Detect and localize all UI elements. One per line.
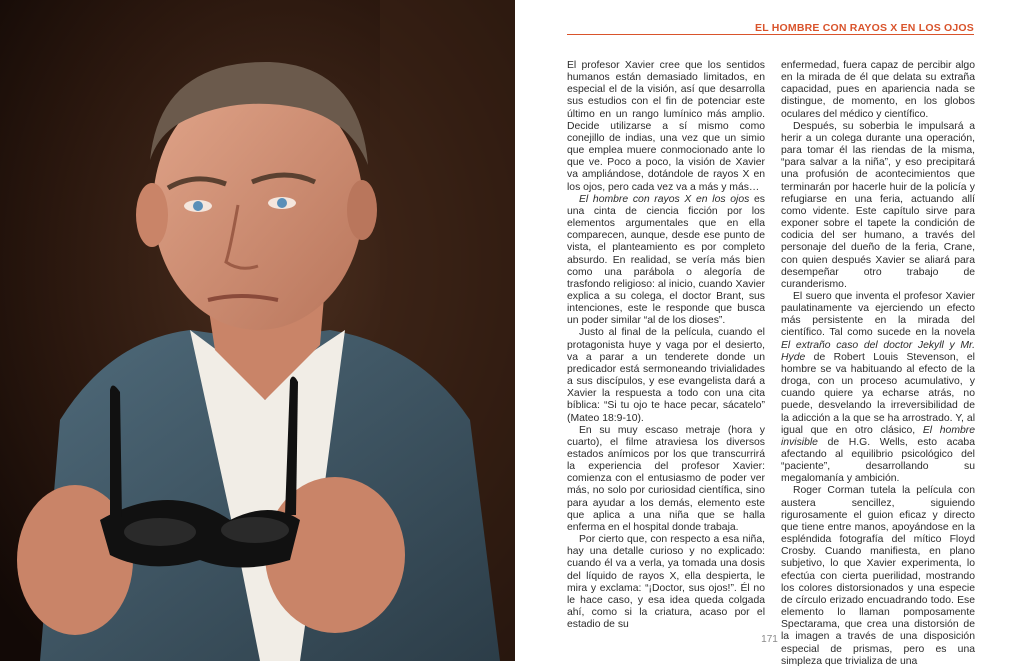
text-run: de H.G. Wells, esto acaba afectando al equilibrio psicológico del “paciente”, desarrollando su megalomanía y ambición. [781, 436, 975, 485]
text-run: es una cinta de ciencia ficción por los elementos argumentales que en ella comparecen, aunque, desde ese punto de vista, el planteamiento es por completo absurdo. En realidad, se vería más bien como una parábola o alegoría de trasfondo religioso: al inicio, cuando Xavier explica a su colega, el doctor Brant, sus intenciones, este le responde que busca un poder similar “al de los dioses”. [567, 193, 765, 327]
paragraph [781, 60, 975, 121]
page-number: 171 [761, 634, 778, 645]
paragraph [567, 534, 765, 631]
text-column-right [781, 60, 975, 668]
paragraph [781, 291, 975, 486]
text-run: En su muy escaso metraje (hora y cuarto), el filme atraviesa los diversos estados anímicos por los que transcurrirá la experiencia del profesor Xavier: comienza con el entusiasmo de poder ver más, no solo por curiosidad científica, sino para ayudar a los demás, elemento este que aplica a una niña que se halla enferma en el hospital donde trabaja. [567, 424, 765, 533]
text-run: El profesor Xavier cree que los sentidos humanos están demasiado limitados, en especial el de la visión, así que desarrolla sus estudios con el fin de potenciar este último en un rango lumínico más amplio. Decide utilizarse a sí mismo como conejillo de indias, una vez que un simio que emplea muere conmocionado ante lo que ve. Poco a poco, la visión de Xavier va ampliándose, dotándole de rayos X en los ojos, pero cada vez va a más y más… [567, 60, 765, 193]
running-head: EL HOMBRE CON RAYOS X EN LOS OJOS [755, 22, 974, 34]
film-still-photo [0, 0, 515, 661]
text-run: El suero que inventa el profesor Xavier paulatinamente va ejerciendo un efecto más persistente en la mirada del científico. Tal como sucede en la novela [781, 290, 975, 339]
text-page [515, 0, 1024, 667]
text-run: Justo al final de la película, cuando el protagonista huye y vaga por el desierto, va a parar a un tenderete donde un predicador está sermoneando trivialidades a sus discípulos, y ese evangelista dará a Xavier la respuesta a todo con una cita bíblica: “Si tu ojo te hace pecar, sácatelo” (Mateo 18:9-10). [567, 327, 765, 424]
text-run: enfermedad, fuera capaz de percibir algo en la mirada de él que delata su extraña capacidad, pues en apariencia nada se distingue, de momento, en los globos oculares del médico y científico. [781, 60, 975, 120]
paragraph [781, 121, 975, 291]
paragraph [567, 425, 765, 534]
text-run: de Robert Louis Stevenson, el hombre se va habituando al efecto de la droga, con un proceso acumulativo, y cuando quiere ya echarse atrás, no puede, desvelando la irreversibilidad de la adicción a la que se ha arrostrado. Y, al igual que en otro clásico, [781, 351, 975, 436]
man-holding-glasses-illustration [0, 0, 515, 661]
italic-title: El hombre invisible [781, 424, 975, 448]
paragraph [567, 194, 765, 328]
paragraph [567, 327, 765, 424]
italic-title: El hombre con rayos X en los ojos [579, 193, 750, 205]
text-run: Después, su soberbia le impulsará a herir a un colega durante una operación, para tomar él las riendas de la misma, “para salvar a la niña”, y eso precipitará una profusión de acontecimientos que terminarán por hacerle huir de la policía y refugiarse en una feria, actuando allí como vidente. Este capítulo sirve para exponer sobre el tapete la condición de codicia del ser humano, a través del personaje del dueño de la feria, Crane, con quien después Xavier se aliará para desempeñar otro trabajo de curanderismo. [781, 120, 975, 290]
header-rule [567, 34, 974, 35]
text-run: Roger Corman tutela la película con austera sencillez, siguiendo rigurosamente el guion eficaz y directo que tiene entre manos, apoyándose en la espléndida fotografía del mítico Floyd Crosby. Cuando manifiesta, en plano subjetivo, lo que Xavier experimenta, lo efectúa con cierta puerilidad, mostrando los colores distorsionados y una especie de círculo erizado encuadrando todo. Ese elemento lo llaman pomposamente Spectarama, que crea una distorsión de la imagen a través de una disposición especial de prismas, pero es una simpleza que trivializa de una [781, 485, 975, 667]
text-run: Por cierto que, con respecto a esa niña, hay una detalle curioso y no explicado: cuando él va a verla, ya tomada una dosis del líquido de rayos X, ella despierta, le mira y exclama: “¡Doctor, sus ojos!”. Él no le hace caso, y esa idea queda colgada ahí, como si la criatura, acaso por el estadio de su [567, 534, 765, 631]
paragraph [567, 60, 765, 194]
text-column-left [567, 60, 765, 631]
italic-title: El extraño caso del doctor Jekyll y Mr. Hyde [781, 339, 975, 363]
